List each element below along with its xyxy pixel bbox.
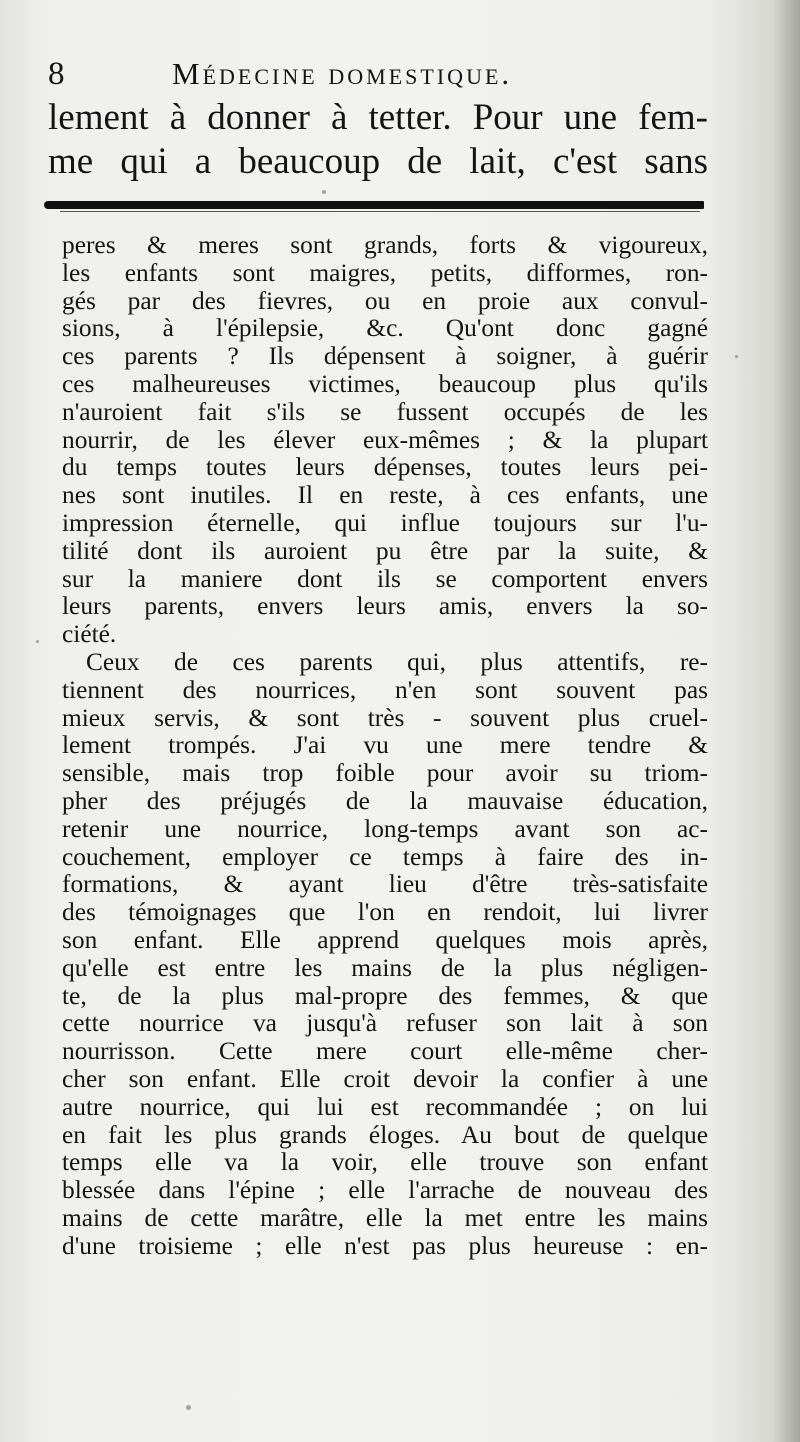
text-line: mains de cette marâtre, elle la met entre les mains bbox=[62, 1203, 708, 1232]
paper-speck bbox=[186, 1405, 191, 1410]
text-line: en fait les plus grands éloges. Au bout de quelque bbox=[62, 1120, 708, 1149]
text-line: lement trompés. J'ai vu une mere tendre & bbox=[62, 731, 708, 760]
text-line: couchement, employer ce temps à faire des in- bbox=[62, 842, 708, 871]
body-text bbox=[62, 232, 708, 1260]
text-line: qu'elle est entre les mains de la plus négligen- bbox=[62, 953, 708, 982]
text-line: formations, & ayant lieu d'être très-satisfaite bbox=[62, 870, 708, 899]
text-line: retenir une nourrice, long-temps avant son ac- bbox=[62, 814, 708, 843]
text-line: blessée dans l'épine ; elle l'arrache de nouveau des bbox=[62, 1176, 708, 1205]
text-line: gés par des fievres, ou en proie aux convul- bbox=[62, 286, 708, 315]
text-line: cette nourrice va jusqu'à refuser son lait à son bbox=[62, 1009, 708, 1038]
carry-over-text bbox=[48, 96, 708, 184]
text-line: tilité dont ils auroient pu être par la suite, & bbox=[62, 536, 708, 565]
section-rule bbox=[44, 201, 704, 209]
text-line: ciété. bbox=[62, 620, 117, 649]
text-line: cher son enfant. Elle croit devoir la confier à une bbox=[62, 1064, 708, 1093]
page-gutter-shadow bbox=[774, 0, 800, 1442]
paper-speck bbox=[735, 355, 738, 358]
text-line: leurs parents, envers leurs amis, envers la so- bbox=[62, 592, 708, 621]
text-line: n'auroient fait s'ils se fussent occupés de les bbox=[62, 397, 708, 426]
text-line: sions, à l'épilepsie, &c. Qu'ont donc gagné bbox=[62, 314, 708, 343]
text-line: tiennent des nourrices, n'en sont souvent pas bbox=[62, 675, 708, 704]
text-line: son enfant. Elle apprend quelques mois après, bbox=[62, 925, 708, 954]
section-rule-shadow bbox=[60, 211, 700, 212]
running-head-title: Médecine domestique. bbox=[172, 56, 513, 91]
text-line: autre nourrice, qui lui est recommandée ; on lui bbox=[62, 1092, 708, 1121]
text-line: impression éternelle, qui influe toujours sur l'u- bbox=[62, 508, 708, 537]
carry-over-line: me qui a beaucoup de lait, c'est sans bbox=[48, 141, 708, 182]
text-line: te, de la plus mal-propre des femmes, & que bbox=[62, 981, 708, 1010]
text-line: nes sont inutiles. Il en reste, à ces enfants, une bbox=[62, 481, 708, 510]
text-line: mieux servis, & sont très - souvent plus cruel- bbox=[62, 703, 708, 732]
text-line: ces parents ? Ils dépensent à soigner, à guérir bbox=[62, 342, 708, 371]
page-number: 8 bbox=[48, 56, 65, 92]
carry-over-line: lement à donner à tetter. Pour une fem- bbox=[48, 97, 708, 138]
text-line: nourrir, de les élever eux-mêmes ; & la plupart bbox=[62, 425, 708, 454]
text-line: sensible, mais trop foible pour avoir su triom- bbox=[62, 759, 708, 788]
paper-speck bbox=[36, 640, 39, 643]
text-line: Ceux de ces parents qui, plus attentifs, re- bbox=[86, 647, 708, 676]
text-line: des témoignages que l'on en rendoit, lui livrer bbox=[62, 898, 708, 927]
text-line: nourrisson. Cette mere court elle-même cher- bbox=[62, 1037, 708, 1066]
text-line: temps elle va la voir, elle trouve son enfant bbox=[62, 1148, 708, 1177]
text-line: les enfants sont maigres, petits, difformes, ron- bbox=[62, 258, 708, 287]
text-line: pher des préjugés de la mauvaise éducation, bbox=[62, 786, 708, 815]
paper-speck bbox=[322, 190, 326, 194]
running-head bbox=[48, 52, 708, 100]
text-line: sur la maniere dont ils se comportent envers bbox=[62, 564, 708, 593]
text-line: ces malheureuses victimes, beaucoup plus qu'ils bbox=[62, 369, 708, 398]
text-line: du temps toutes leurs dépenses, toutes leurs pei- bbox=[62, 453, 708, 482]
text-line: d'une troisieme ; elle n'est pas plus heureuse : en- bbox=[62, 1231, 708, 1260]
text-line: peres & meres sont grands, forts & vigoureux, bbox=[62, 231, 708, 259]
